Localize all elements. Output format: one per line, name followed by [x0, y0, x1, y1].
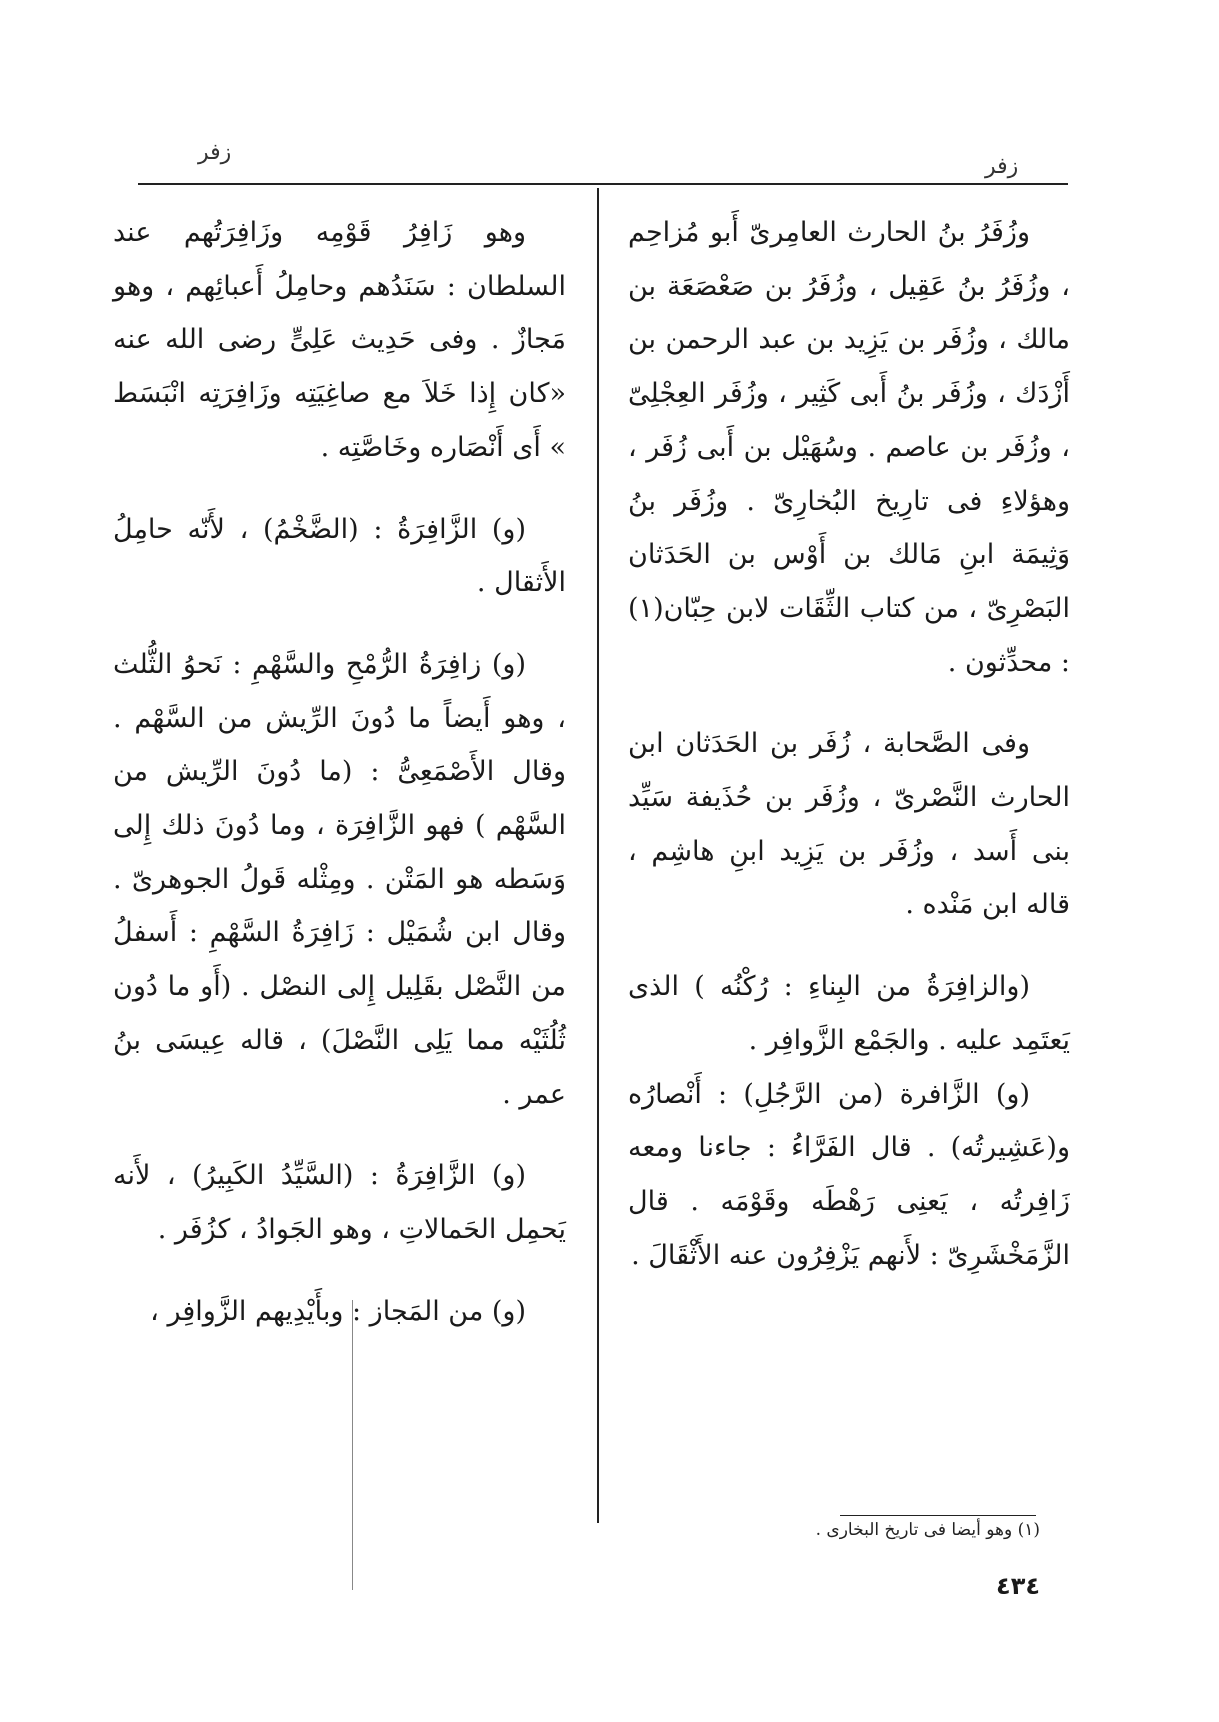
column-divider [597, 188, 599, 1523]
paragraph: (و) الزَّافِرَةُ : (الضَّخْمُ) ، لأَنّه حامِلُ الأَثقال . [113, 513, 566, 599]
paragraph: (والزافِرَةُ من البِناءِ : رُكْنُه ) الذى يَعتَمِد عليه . والجَمْع الزَّوافِر . [628, 971, 1070, 1056]
header-rule [138, 183, 1068, 185]
running-header-left: زفر [198, 140, 232, 165]
page-number: ٤٣٤ [996, 1572, 1040, 1600]
footnote: (١) وهو أيضا فى تاريخ البخارى . [815, 1520, 1040, 1540]
paragraph: (و) من المَجاز : وبأَيْدِيهم الزَّوافِر ، [150, 1295, 526, 1327]
paragraph: وفى الصَّحابة ، زُفَر بن الحَدَثان ابن الحارث النَّصْرىّ ، وزُفَر بن حُذَيفة سَيِّد بنى أَسد ، وزُفَر بن يَزِيد ابنِ هاشِم ، قاله ابن مَنْده . [628, 728, 1070, 921]
left-column [113, 206, 566, 1338]
right-column [628, 206, 1070, 1282]
footnote-rule [840, 1515, 1036, 1516]
paragraph: (و) الزَّافِرَةُ : (السَّيِّدُ الكَبِيرُ) ، لأَنه يَحمِل الحَمالاتِ ، وهو الجَوادُ ، كزُفَر . [113, 1160, 566, 1245]
paragraph: (و) الزَّافرة (من الرَّجُلِ) : أَنْصارُه و(عَشِيرتُه) . قال الفَرَّاءُ : جاءنا ومعه زَافِرتُه ، يَعنِى رَهْطَه وقَوْمَه . قال الزَّمَخْشَرِىّ : لأَنهم يَزْفِرُون عنه الأَثْقَالَ . [628, 1078, 1070, 1271]
paragraph: وزُفَرُ بنُ الحارث العامِرىّ أَبو مُزاحِم ، وزُفَرُ بنُ عَقِيل ، وزُفَرُ بن صَعْصَعَة بن مالك ، وزُفَر بن يَزِيد بن عبد الرحمن بن أَزْدَك ، وزُفَر بنُ أَبى كَثِير ، وزُفَر العِجْلِىّ ، وزُفَر بن عاصم . وسُهَيْل بن أَبى زُفَر ، وهؤلاءِ فى تارِيخ البُخارِىّ . وزُفَر بنُ وَثِيمَة ابنِ مَالك بن أَوْس بن الحَدَثان البَصْرِىّ ، من كتاب الثِّقَات لابن حِبّان(١) : محدِّثون . [628, 217, 1070, 678]
paragraph: وهو زَافِرُ قَوْمِه وزَافِرَتُهم عند السلطان : سَنَدُهم وحامِلُ أَعبائِهم ، وهو مَجازٌ . وفى حَدِيث عَلِىٍّ رضى الله عنه «كان إِذا خَلاَ مع صاغِيَتِه وزَافِرَتِه انْبَسَط » أَى أَنْصَاره وخَاصَّتِه . [113, 217, 566, 463]
scan-artifact-line [352, 1300, 353, 1590]
running-header-right: زفر [985, 154, 1019, 179]
paragraph: (و) زافِرَةُ الرُّمْحِ والسَّهْمِ : نَحوُ الثُّلث ، وهو أَيضاً ما دُونَ الرِّيش من السَّهْم . وقال الأَصْمَعِىُّ : (ما دُونَ الرِّيش من السَّهْم ) فهو الزَّافِرَة ، وما دُونَ ذلك إِلى وَسَطه هو المَتْن . ومِثْله قَولُ الجوهرىّ . وقال ابن شُمَيْل : زَافِرَةُ السَّهْمِ : أَسفلُ من النَّصْل بقَلِيل إِلى النصْل . (أَو ما دُون ثُلُثَيْه مما يَلِى النَّصْلَ) ، قاله عِيسَى بنُ عمر . [113, 648, 566, 1110]
